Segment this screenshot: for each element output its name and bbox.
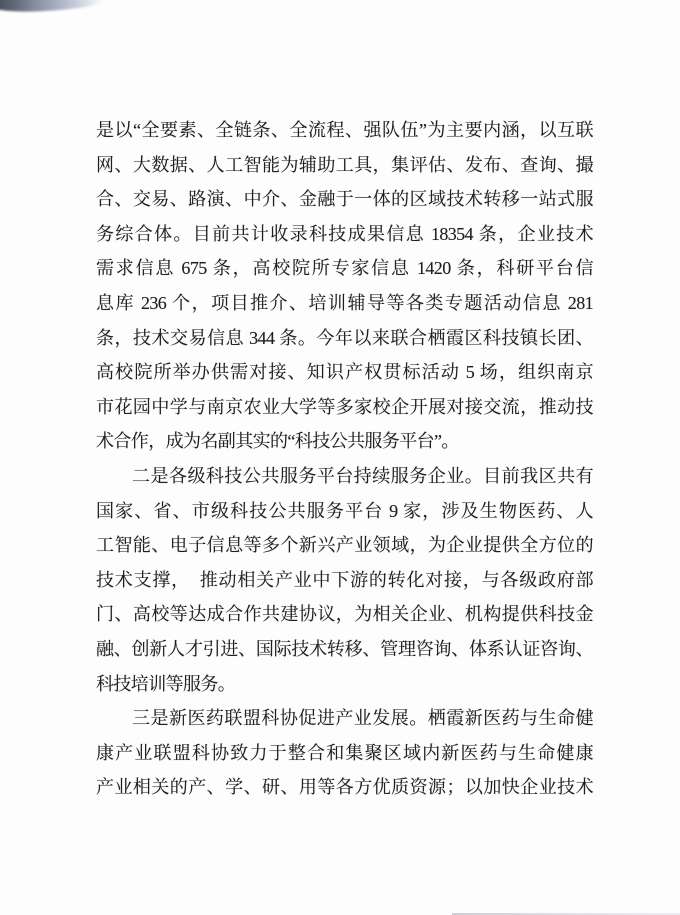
- text-line: 科技培训等服务。: [96, 673, 236, 694]
- text-line: 二是各级科技公共服务平台持续服务企业。目前我区共有: [132, 465, 593, 486]
- text-line: 条，技术交易信息 344 条。今年以来联合栖霞区科技镇长团、: [96, 327, 593, 348]
- text-line: 息库 236 个，项目推介、培训辅导等各类专题活动信息 281: [96, 292, 593, 313]
- scan-smudge-mark: [0, 0, 108, 13]
- text-line: 产业相关的产、学、研、用等各方优质资源；以加快企业技术: [96, 777, 593, 798]
- text-line: 需求信息 675 条，高校院所专家信息 1420 条，科研平台信: [96, 258, 593, 279]
- text-line: 高校院所举办供需对接、知识产权贯标活动 5 场，组织南京: [96, 362, 593, 383]
- text-line: 国家、省、市级科技公共服务平台 9 家，涉及生物医药、人: [96, 500, 593, 521]
- paragraph-3: [96, 701, 593, 805]
- paragraph-2: [96, 459, 593, 701]
- text-line: 网、大数据、人工智能为辅助工具，集评估、发布、查询、撮: [96, 154, 593, 175]
- text-line: 市花园中学与南京农业大学等多家校企开展对接交流，推动技: [96, 396, 593, 417]
- text-line: 技术支撑， 推动相关产业中下游的转化对接，与各级政府部: [96, 569, 593, 590]
- text-line: 术合作，成为名副其实的“科技公共服务平台”。: [96, 431, 459, 452]
- text-line: 工智能、电子信息等多个新兴产业领域，为企业提供全方位的: [96, 535, 593, 556]
- text-line: 务综合体。目前共计收录科技成果信息 18354 条，企业技术: [96, 223, 593, 244]
- text-line: 融、创新人才引进、国际技术转移、管理咨询、体系认证咨询、: [96, 638, 593, 659]
- document-body: [96, 113, 593, 805]
- text-line: 是以“全要素、全链条、全流程、强队伍”为主要内涵，以互联: [96, 120, 593, 140]
- text-line: 合、交易、路演、中介、金融于一体的区域技术转移一站式服: [96, 189, 593, 210]
- text-line: 三是新医药联盟科协促进产业发展。栖霞新医药与生命健: [132, 708, 593, 729]
- paragraph-1: [96, 113, 593, 459]
- text-line: 康产业联盟科协致力于整合和集聚区域内新医药与生命健康: [96, 742, 593, 763]
- text-line: 门、高校等达成合作共建协议，为相关企业、机构提供科技金: [96, 604, 593, 625]
